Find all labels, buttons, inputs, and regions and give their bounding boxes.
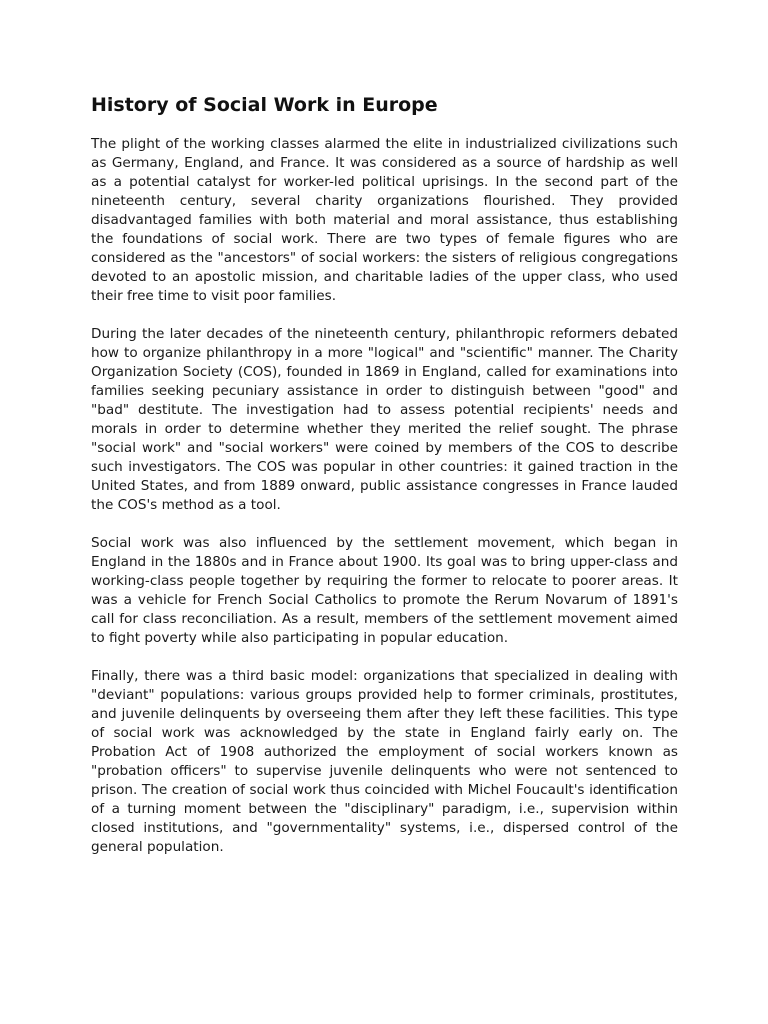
document-title: History of Social Work in Europe xyxy=(91,94,438,116)
paragraph-3: Social work was also influenced by the settlement movement, which began in England in the 1880s and in France about 1900. Its goal was to bring upper-class and working-class people together by requiring the former to relocate to poorer areas. It was a vehicle for French Social Catholics to promote the Rerum Novarum of 1891's call for class reconciliation. As a result, members of the settlement movement aimed to fight poverty while also participating in popular education. xyxy=(91,535,678,646)
paragraph-1: The plight of the working classes alarmed the elite in industrialized civilizations such as Germany, England, and France. It was considered as a source of hardship as well as a potential catalyst for worker-led political uprisings. In the second part of the nineteenth century, several charity organizations flourished. They provided disadvantaged families with both material and moral assistance, thus establishing the foundations of social work. There are two types of female figures who are considered as the "ancestors" of social workers: the sisters of religious congregations devoted to an apostolic mission, and charitable ladies of the upper class, who used their free time to visit poor families. xyxy=(91,136,678,304)
paragraph-2: During the later decades of the nineteenth century, philanthropic reformers debated how to organize philanthropy in a more "logical" and "scientific" manner. The Charity Organization Society (COS), founded in 1869 in England, called for examinations into families seeking pecuniary assistance in order to distinguish between "good" and "bad" destitute. The investigation had to assess potential recipients' needs and morals in order to determine whether they merited the relief sought. The phrase "social work" and "social workers" were coined by members of the COS to describe such investigators. The COS was popular in other countries: it gained traction in the United States, and from 1889 onward, public assistance congresses in France lauded the COS's method as a tool. xyxy=(91,326,678,513)
document-page xyxy=(91,92,678,876)
paragraph-4: Finally, there was a third basic model: organizations that specialized in dealing with "deviant" populations: various groups provided help to former criminals, prostitutes, and juvenile delinquents by overseeing them after they left these facilities. This type of social work was acknowledged by the state in England fairly early on. The Probation Act of 1908 authorized the employment of social workers known as "probation officers" to supervise juvenile delinquents who were not sentenced to prison. The creation of social work thus coincided with Michel Foucault's identification of a turning moment between the "disciplinary" paradigm, i.e., supervision within closed institutions, and "governmentality" systems, i.e., dispersed control of the general population. xyxy=(91,668,678,855)
